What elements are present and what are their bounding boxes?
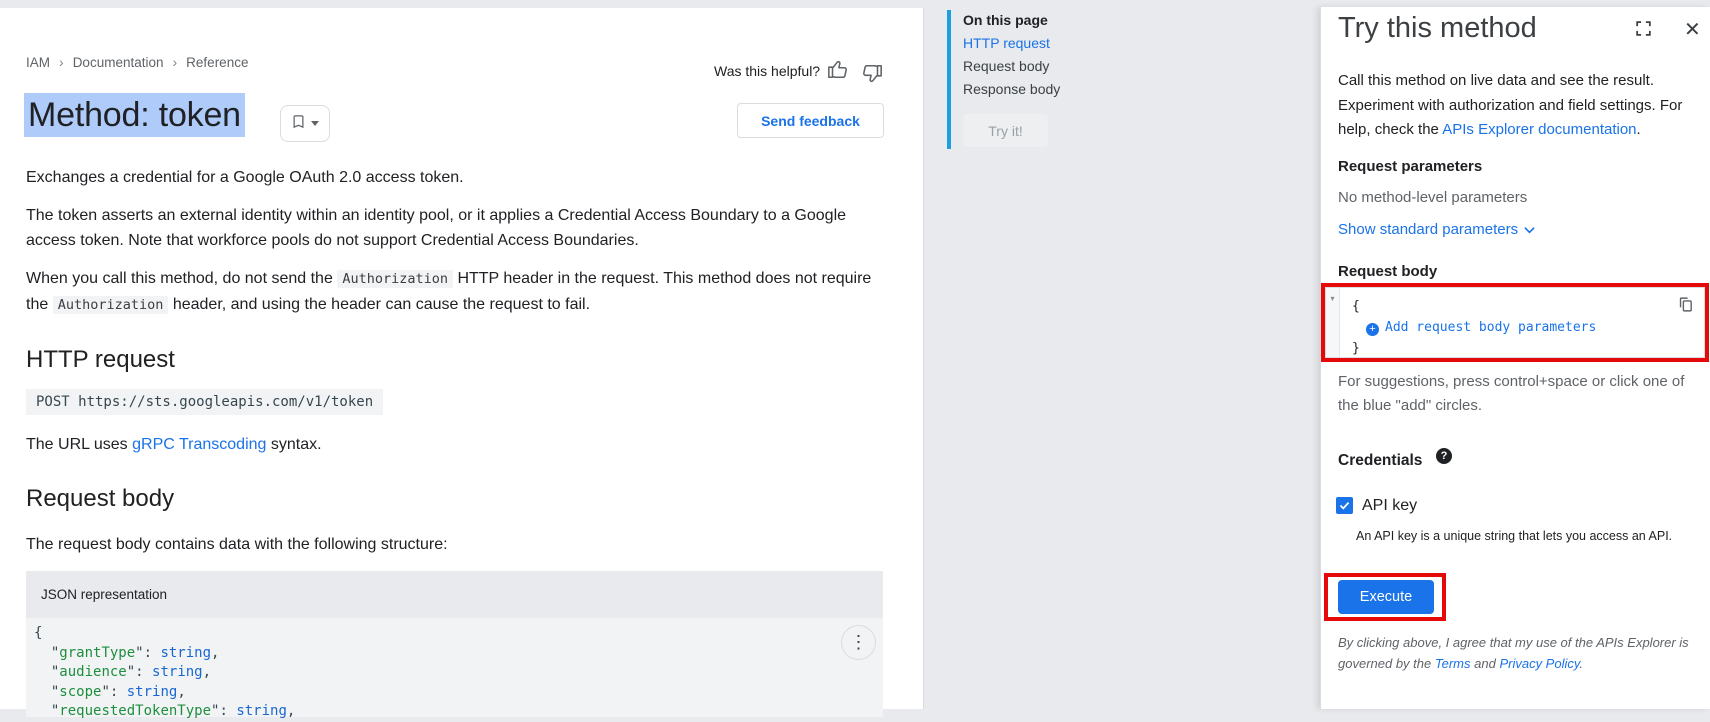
breadcrumb-item-documentation[interactable]: Documentation — [72, 54, 164, 70]
try-it-button[interactable]: Try it! — [963, 114, 1048, 147]
json-representation-label: JSON representation — [41, 587, 168, 602]
paragraph-text: When you call this method, do not send the — [26, 270, 333, 287]
http-request-heading: HTTP request — [26, 346, 175, 373]
breadcrumb-separator: › — [172, 54, 178, 70]
on-this-page-active-bar — [947, 10, 951, 149]
paragraph-text: syntax. — [270, 436, 322, 453]
show-standard-parameters-link[interactable] — [1338, 221, 1535, 238]
api-key-label[interactable]: API key — [1362, 497, 1418, 514]
bookmark-dropdown-caret-icon — [311, 121, 319, 126]
api-key-checkbox[interactable] — [1336, 497, 1353, 514]
thumb-down-icon[interactable] — [861, 63, 883, 85]
checkmark-icon — [1338, 499, 1351, 512]
suggestions-hint-text: For suggestions, press control+space or click one of the blue "add" circles. — [1338, 373, 1685, 414]
paragraph-text: HTTP header in the request. This method does not require the — [26, 270, 872, 313]
json-code-lines: { "grantType": string, "audience": string, "scope": string, "requestedTokenType": string, — [34, 625, 296, 719]
code-overflow-menu-button[interactable] — [841, 625, 876, 660]
bookmark-icon — [291, 114, 306, 134]
disclaimer-part: By clicking above, I agree that my use of the APIs Explorer is governed by the — [1338, 635, 1689, 671]
breadcrumb-item-reference[interactable]: Reference — [186, 54, 249, 70]
add-circle-icon[interactable]: + — [1366, 323, 1379, 336]
nav-item-request-body[interactable]: Request body — [963, 58, 1050, 74]
request-parameters-heading: Request parameters — [1338, 158, 1483, 175]
on-this-page-heading: On this page — [963, 12, 1048, 28]
nav-item-http-request[interactable]: HTTP request — [963, 35, 1050, 51]
nav-item-response-body[interactable]: Response body — [963, 81, 1061, 97]
credentials-heading: Credentials — [1338, 452, 1423, 469]
request-body-intro: The request body contains data with the following structure: — [26, 536, 448, 553]
no-method-level-parameters-text: No method-level parameters — [1338, 189, 1528, 206]
panel-request-body-heading: Request body — [1338, 263, 1438, 280]
request-body-heading: Request body — [26, 485, 175, 512]
apis-explorer-documentation-link[interactable]: APIs Explorer documentation — [1442, 121, 1637, 138]
page-title — [24, 96, 245, 135]
panel-description — [1338, 69, 1694, 143]
send-feedback-button[interactable]: Send feedback — [737, 103, 884, 138]
bookmark-button[interactable] — [280, 105, 330, 142]
json-representation-header — [26, 571, 883, 618]
editor-gutter — [1326, 288, 1340, 357]
execute-button[interactable]: Execute — [1338, 580, 1434, 614]
annotation-box-request-body — [1321, 283, 1709, 362]
paragraph-text: header, and using the header can cause the request to fail. — [172, 296, 591, 313]
breadcrumb-item-iam[interactable]: IAM — [26, 54, 51, 70]
disclaimer-text — [1338, 632, 1702, 674]
terms-link[interactable]: Terms — [1434, 656, 1471, 671]
panel-description-text: . — [1636, 121, 1641, 138]
http-request-code: POST https://sts.googleapis.com/v1/token — [26, 389, 383, 415]
editor-open-brace: { — [1352, 299, 1360, 314]
paragraph-text: The URL uses — [26, 436, 128, 453]
breadcrumb — [26, 54, 248, 70]
editor-add-line — [1352, 317, 1704, 338]
panel-title: Try this method — [1338, 12, 1537, 44]
add-request-body-parameters-link[interactable]: Add request body parameters — [1385, 320, 1597, 335]
authorization-inline-code: Authorization — [337, 270, 453, 288]
grpc-transcoding-paragraph — [26, 432, 884, 457]
close-icon[interactable]: ✕ — [1684, 19, 1701, 41]
editor-close-brace: } — [1352, 341, 1360, 356]
disclaimer-part: and — [1474, 656, 1496, 671]
annotation-box-execute — [1324, 573, 1446, 621]
authorization-paragraph — [26, 266, 884, 318]
fullscreen-icon[interactable] — [1634, 19, 1653, 43]
page-title-text: Method: token — [24, 93, 245, 137]
request-body-editor[interactable] — [1325, 287, 1705, 358]
token-asserts-paragraph: The token asserts an external identity within an identity pool, or it applies a Credential Access Boundary to a Google access token. Note that workforce pools do not support Credential Access Boundaries. — [26, 207, 847, 249]
more-vert-icon: ⋮ — [849, 632, 868, 652]
chevron-down-icon — [1524, 221, 1535, 238]
json-code-block — [26, 618, 883, 717]
privacy-policy-link[interactable]: Privacy Policy — [1499, 656, 1580, 671]
grpc-transcoding-link[interactable]: gRPC Transcoding — [132, 436, 267, 453]
panel-description-text: Call this method on live data and see the result. Experiment with authorization and field settings. For help, check the — [1338, 72, 1683, 138]
editor-code-area[interactable] — [1340, 288, 1704, 357]
was-this-helpful-label: Was this helpful? — [714, 63, 821, 79]
show-standard-parameters-label: Show standard parameters — [1338, 221, 1519, 238]
copy-icon[interactable] — [1677, 296, 1694, 317]
authorization-inline-code: Authorization — [53, 296, 169, 314]
disclaimer-part: . — [1579, 656, 1584, 671]
api-key-description: An API key is a unique string that lets you access an API. — [1356, 529, 1673, 543]
intro-paragraph: Exchanges a credential for a Google OAuth 2.0 access token. — [26, 169, 464, 186]
breadcrumb-separator: › — [59, 54, 64, 70]
thumb-up-icon[interactable] — [827, 58, 849, 80]
help-icon[interactable]: ? — [1436, 448, 1452, 464]
main-content-column — [0, 8, 924, 719]
collapse-arrow-icon[interactable]: ▾ — [1330, 294, 1335, 303]
